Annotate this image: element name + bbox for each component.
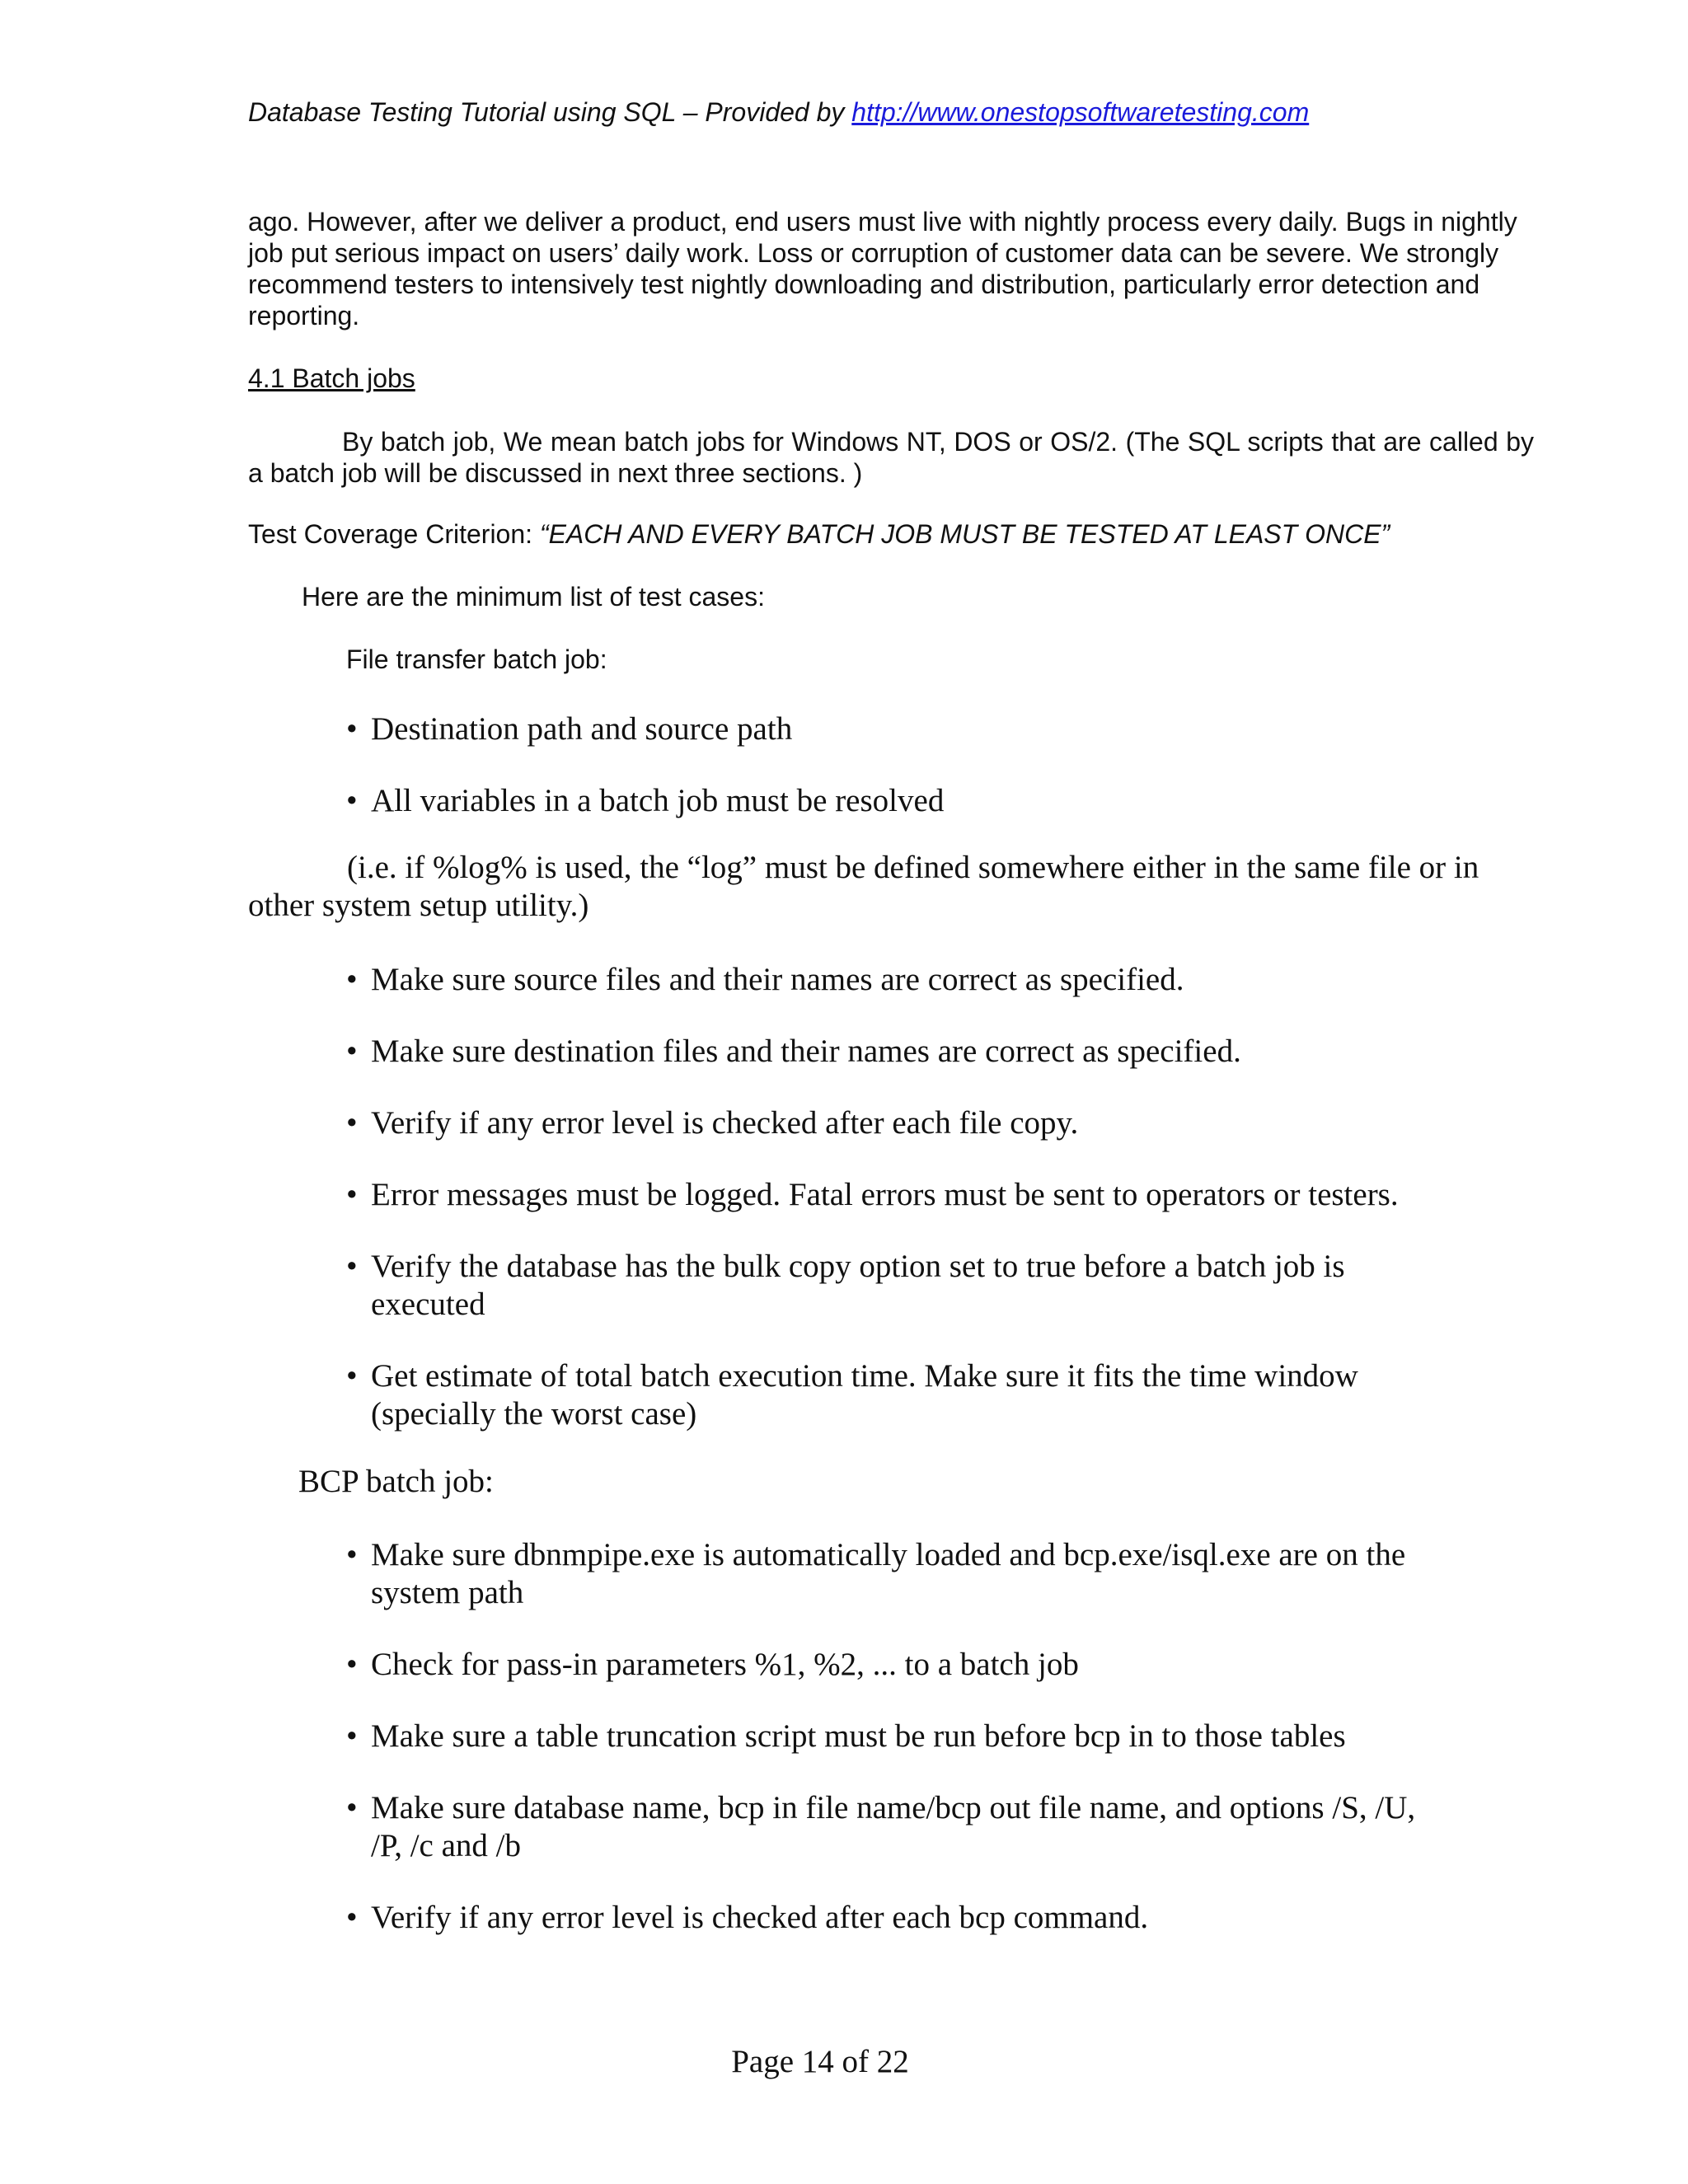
bullet-icon: •	[346, 783, 358, 818]
bcp-heading: BCP batch job:	[298, 1464, 494, 1499]
bullet-icon: •	[346, 1718, 358, 1754]
list-item	[346, 710, 1484, 748]
bullet-icon: •	[346, 1900, 358, 1935]
list-item	[346, 1248, 1434, 1324]
bullet-icon: •	[346, 1177, 358, 1212]
list-item	[346, 1033, 1484, 1071]
variable-note	[248, 849, 1534, 925]
coverage-criterion	[248, 519, 1390, 550]
bullet-icon: •	[346, 1033, 358, 1069]
list-item	[346, 1789, 1426, 1865]
variable-note-text: (i.e. if %log% is used, the “log” must be defined somewhere either in the same file or in other system setup utility.)	[248, 850, 1479, 923]
list-item	[346, 1357, 1434, 1433]
list-item	[346, 1104, 1484, 1142]
page-header	[248, 97, 1309, 128]
batch-paragraph-text: By batch job, We mean batch jobs for Windows NT, DOS or OS/2. (The SQL scripts that are called by a batch job will be discussed in next three sections. )	[248, 427, 1534, 488]
criterion-label: Test Coverage Criterion:	[248, 519, 540, 549]
batch-paragraph	[248, 426, 1534, 489]
list-item	[346, 961, 1484, 999]
list-item-text: Verify the database has the bulk copy option set to true before a batch job is executed	[371, 1249, 1345, 1322]
list-item-text: Error messages must be logged. Fatal errors must be sent to operators or testers.	[371, 1177, 1399, 1212]
list-item-text: Make sure source files and their names are correct as specified.	[371, 962, 1184, 997]
list-item-text: Make sure dbnmpipe.exe is automatically loaded and bcp.exe/isql.exe are on the system path	[371, 1537, 1406, 1610]
bullet-icon: •	[346, 1105, 358, 1141]
header-title: Database Testing Tutorial using SQL – Provided by	[248, 97, 852, 127]
page-number: Page 14 of 22	[731, 2044, 909, 2079]
bullet-icon: •	[346, 1249, 358, 1284]
list-item-text: All variables in a batch job must be resolved	[371, 783, 945, 818]
header-link[interactable]: http://www.onestopsoftwaretesting.com	[851, 97, 1310, 127]
bullet-icon: •	[346, 1537, 358, 1572]
min-list-intro: Here are the minimum list of test cases:	[302, 582, 765, 612]
bullet-icon: •	[346, 1358, 358, 1394]
file-transfer-heading: File transfer batch job:	[346, 644, 607, 674]
bullet-icon: •	[346, 1790, 358, 1825]
list-item-text: Destination path and source path	[371, 711, 793, 747]
list-item-text: Make sure destination files and their names are correct as specified.	[371, 1033, 1241, 1069]
list-item	[346, 782, 1484, 820]
list-item	[346, 1536, 1484, 1612]
intro-paragraph: ago. However, after we deliver a product, end users must live with nightly process every daily. Bugs in nightly job put serious impact on users’ daily work. Loss or corruption of customer data can be severe. We strongly recommend testers to intensively test nightly downloading and distribution, particularly error detection and reporting.	[248, 207, 1517, 330]
list-item-text: Check for pass-in parameters %1, %2, ... to a batch job	[371, 1647, 1079, 1682]
bullet-icon: •	[346, 1647, 358, 1682]
list-item-text: Get estimate of total batch execution time. Make sure it fits the time window (specially the worst case)	[371, 1358, 1358, 1432]
criterion-value: “EACH AND EVERY BATCH JOB MUST BE TESTED AT LEAST ONCE”	[539, 519, 1390, 549]
bullet-icon: •	[346, 711, 358, 747]
list-item-text: Verify if any error level is checked after each bcp command.	[371, 1900, 1149, 1935]
list-item	[346, 1718, 1484, 1755]
section-heading: 4.1 Batch jobs	[248, 363, 415, 393]
bullet-icon: •	[346, 962, 358, 997]
list-item-text: Verify if any error level is checked after each file copy.	[371, 1105, 1079, 1141]
list-item-text: Make sure a table truncation script must be run before bcp in to those tables	[371, 1718, 1346, 1754]
list-item-text: Make sure database name, bcp in file name/bcp out file name, and options /S, /U, /P, /c and /b	[371, 1790, 1416, 1863]
list-item	[346, 1176, 1484, 1214]
list-item	[346, 1646, 1484, 1684]
list-item	[346, 1899, 1484, 1937]
